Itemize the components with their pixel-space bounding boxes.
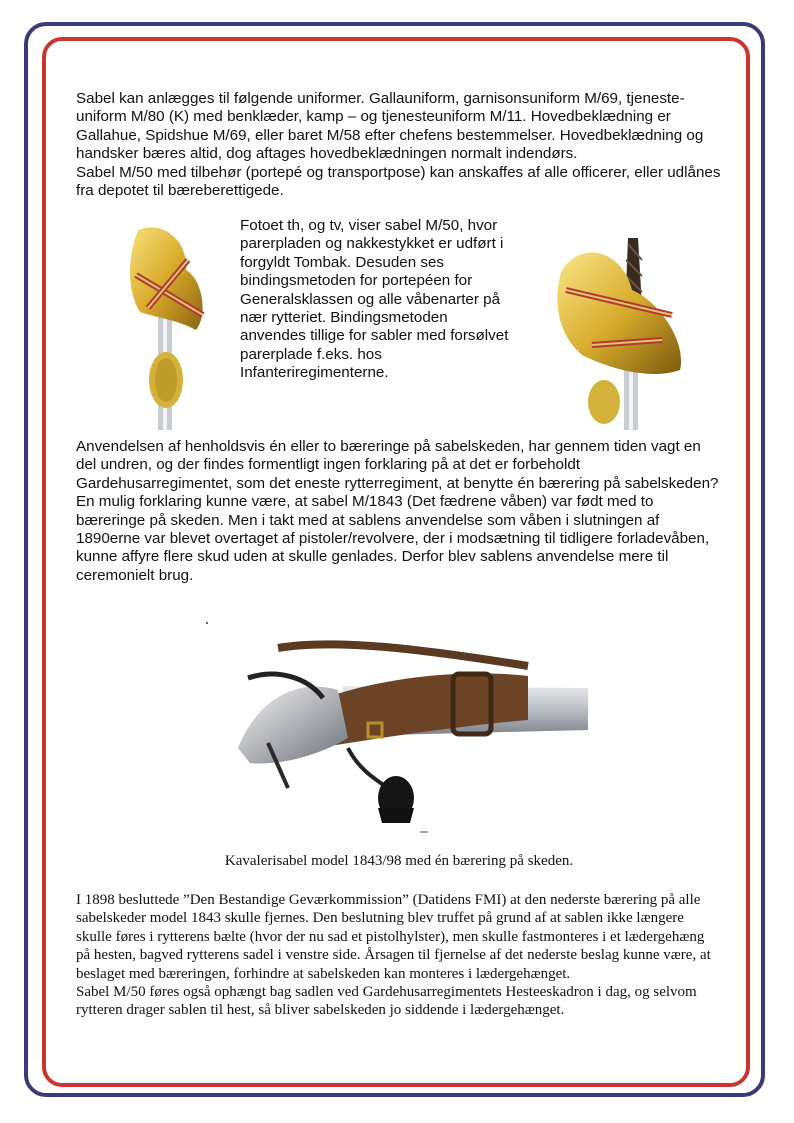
closing-paragraph-2: Sabel M/50 føres også ophængt bag sadlen ved Gardehusarregimentets Hesteeskadron i dag, og selvom rytteren drager sablen til hest, så bliver sabelskeden jo siddende i lædergehænget. [76,984,697,1019]
photo-description: Fotoet th, og tv, viser sabel M/50, hvor parerpladen og nakkestykket er udført i forgyldt Tombak. Desuden ses bindingsmetoden for portepéen for Generalsklassen og alle våbenarter på nær rytteriet. Bindingsmetoden anvendes tillige for sabler med forsølvet parerplade f.eks. hos Infanteriregimenterne. [240,217,509,382]
middle-paragraph-1: Anvendelsen af henholdsvis én eller to bæreringe på sabelskeden, har gennem tiden vagt en del undren, og der findes formentligt ingen forklaring på at det er forbeholdt Gardehusarregimentet, som det eneste rytterregiment, at benytte én bærering på sabelskeden? [76,438,719,492]
sabre-hilt-photo-left [118,220,228,430]
closing-text [76,891,722,1020]
intro-paragraph-1: Sabel kan anlægges til følgende uniformer. Gallauniform, garnisonsuniform M/69, tjeneste-uniform M/80 (K) med benklæder, kamp – og tjenesteuniform M/11. Hovedbeklædning er Gallahue, Spidshue M/69, eller baret M/58 efter chefens bestemmelser. Hovedbeklædning og handsker bæres altid, dog aftages hovedbeklædningen normalt indendørs. [76,90,704,163]
image-caption: Kavalerisabel model 1843/98 med én bærering på skeden. [224,853,574,869]
intro-text [76,90,722,200]
sabre-hilt-photo-right [552,230,688,430]
image-speck-2 [420,831,428,833]
intro-paragraph-2: Sabel M/50 med tilbehør (portepé og transportpose) kan anskaffes af alle officerer, eller udlånes fra depotet til bæreberettigede. [76,163,721,200]
image-speck [206,622,208,624]
middle-text [76,438,722,585]
closing-paragraph-1: I 1898 besluttede ”Den Bestandige Geværkommission” (Datidens FMI) at den nederste bærering på alle sabelskeder model 1843 skulle fjernes. Den beslutning blev truffet på grund af at sablen ikke længere skulle føres i rytterens bælte (hvor der nu sad et pistolhylster), men skulle fastmonteres i et lædergehæng på hesten, bagved rytterens sadel i venstre side. Årsagen til fjernelse af det nederste beslag kunne være, at beslaget med bæreringen, forhindre at sabelskeden kan monteres i lædergehænget. [76,892,711,982]
cavalry-sabre-photo [228,638,588,823]
middle-paragraph-2: En mulig forklaring kunne være, at sabel M/1843 (Det fædrene våben) var født med to bæreringe på skeden. Men i takt med at sablens anvendelse som våben i slutningen af 1890erne var blevet overtaget af pistoler/revolvere, der i modsætning til tidligere forladevåben, kunne affyre flere skud uden at skulle genlades. Derfor blev sablens anvendelse mere til ceremonielt brug. [76,493,710,584]
